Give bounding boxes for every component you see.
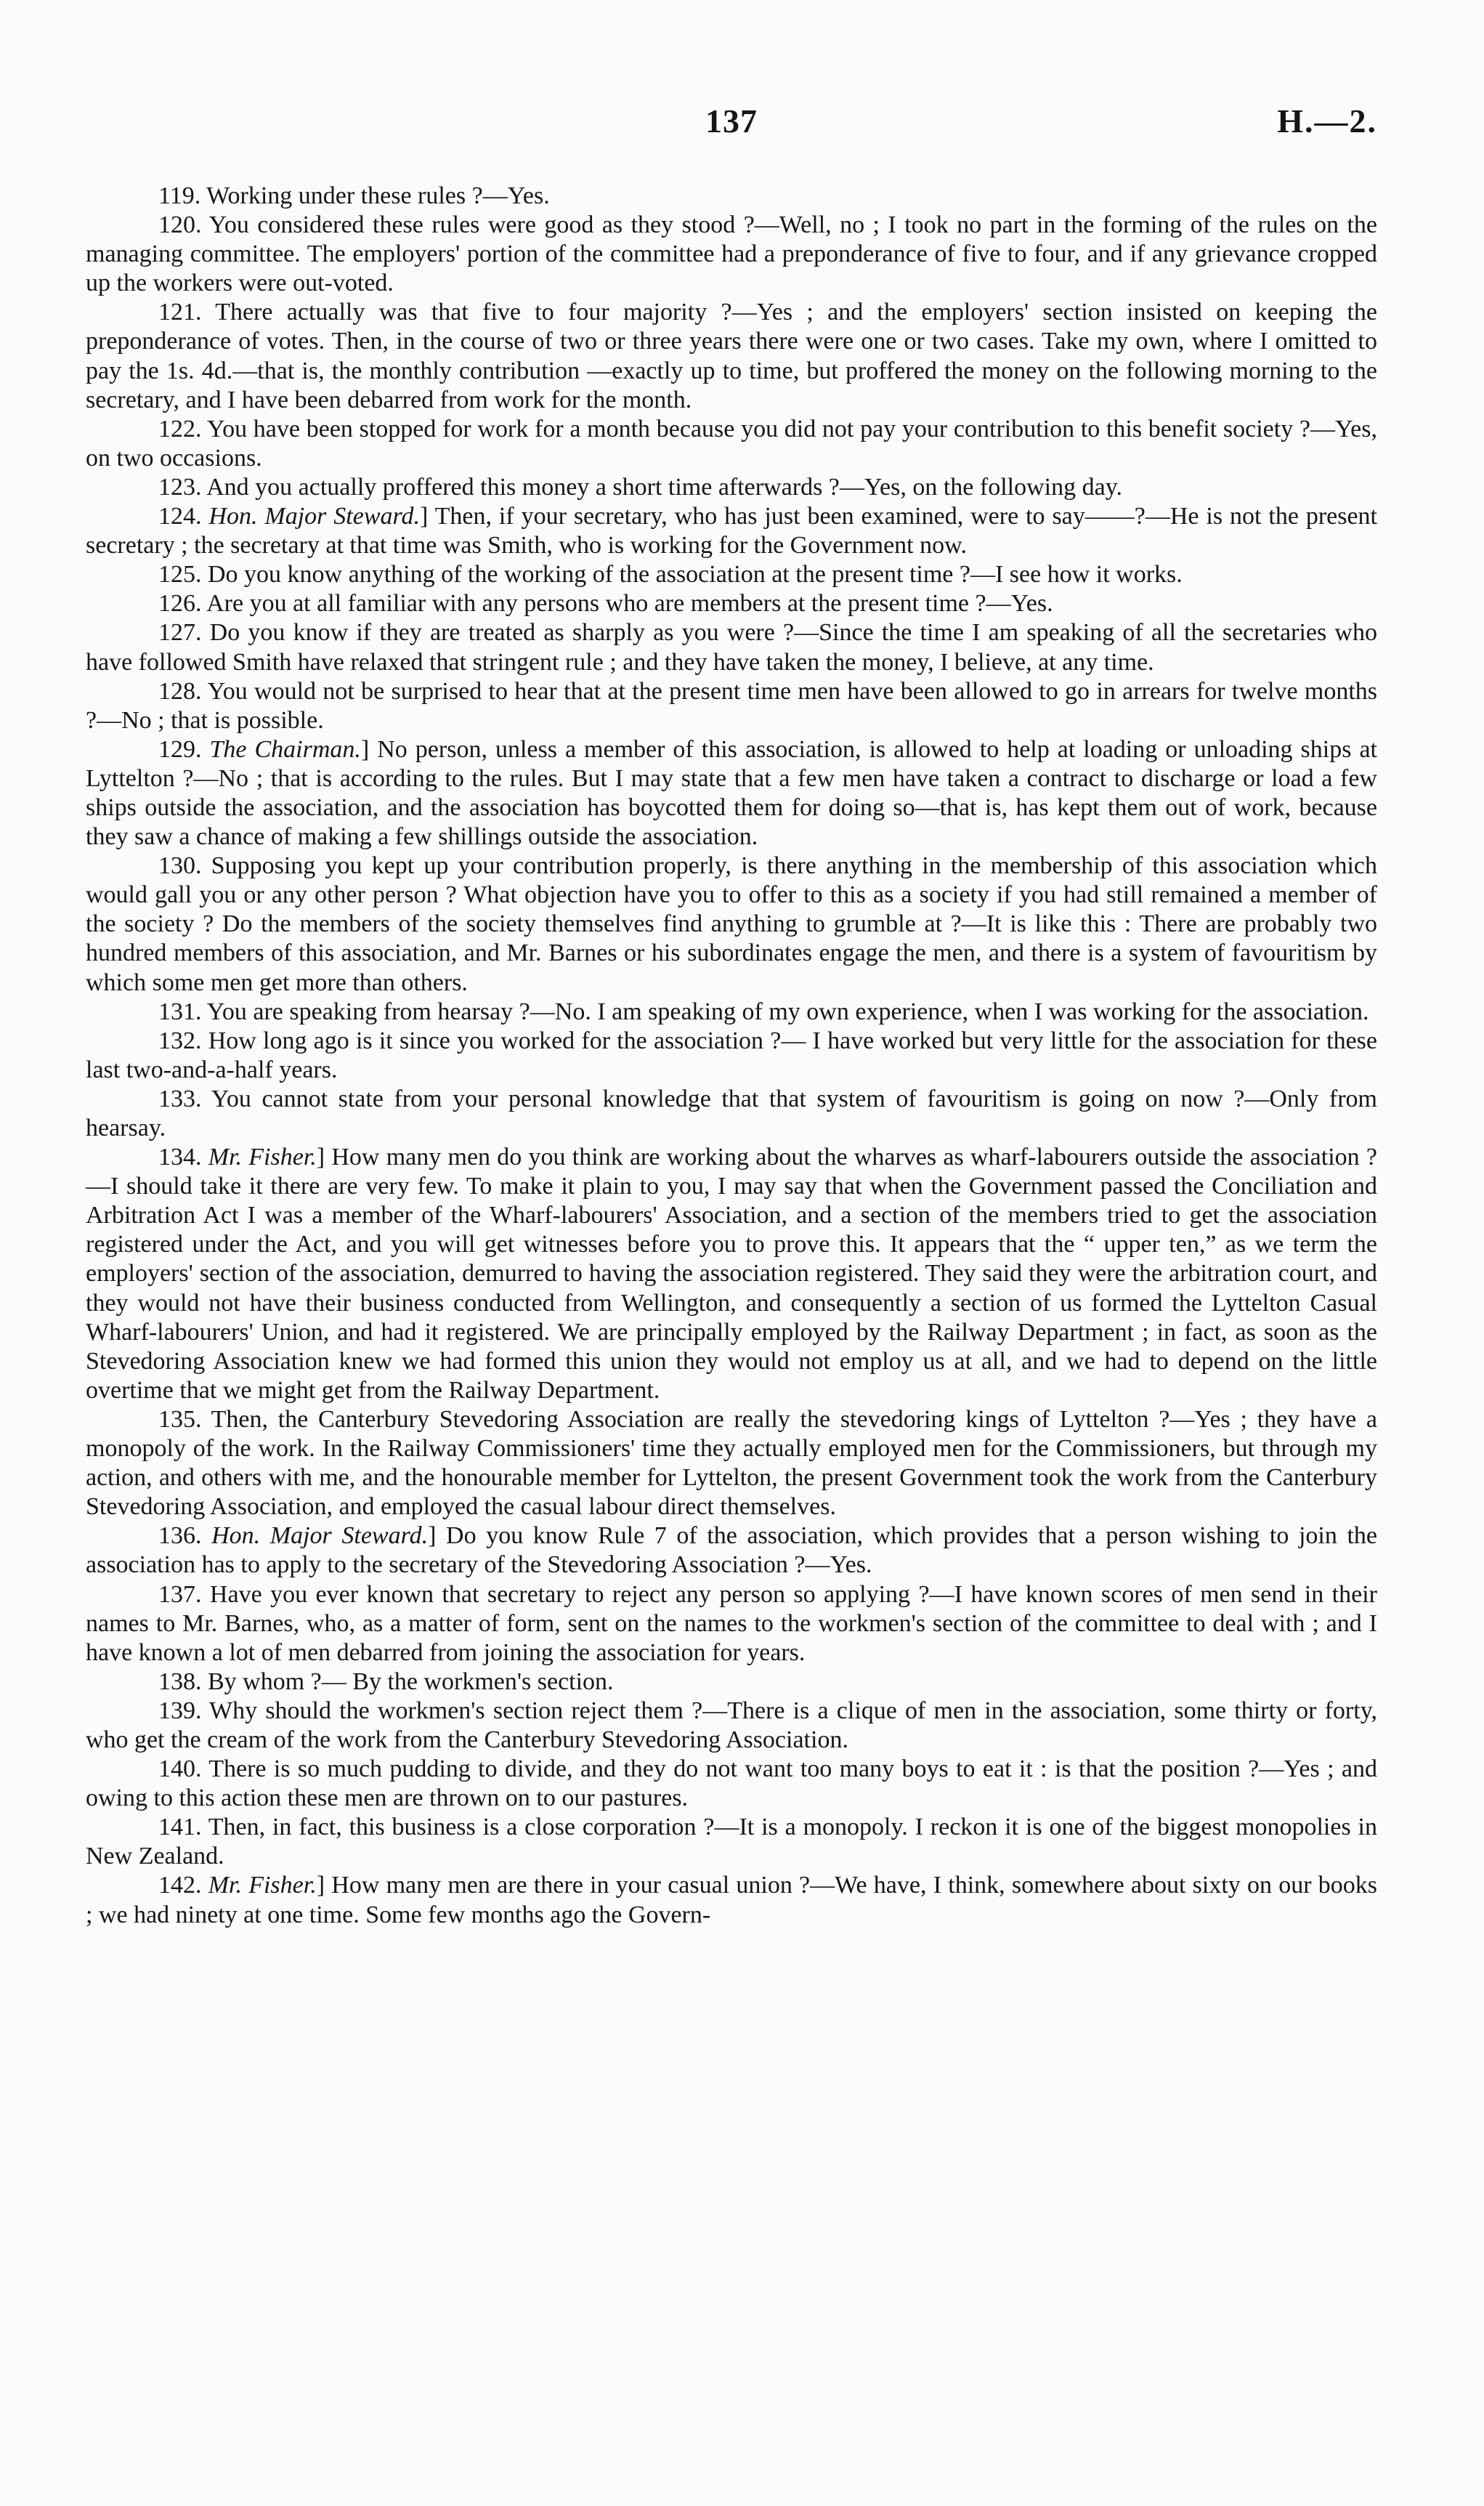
paragraph-134	[86, 1143, 1377, 1405]
paragraph-text: 121. There actually was that five to four majority ?—Yes ; and the employers' section insisted on keeping the preponderance of votes. Then, in the course of two or three years there were one or two cases. Take my own, where I omitted to pay the 1s. 4d.—that is, the monthly contribution —exactly up to time, but proffered the money on the following morning to the secretary, and I have been debarred from work for the month.	[86, 299, 1377, 413]
paragraph-137	[86, 1580, 1377, 1668]
paragraph-128	[86, 677, 1377, 735]
page-header	[86, 102, 1377, 145]
paragraph-124	[86, 502, 1377, 560]
speaker-name: Hon. Major Steward.	[208, 503, 420, 530]
paragraph-text: 135. Then, the Canterbury Stevedoring Association are really the stevedoring kings of Lyttelton ?—Yes ; they have a monopoly of the work. In the Railway Commissioners' time they actually employed men for the Commissioners, but through my action, and others with me, and the honourable member for Lyttelton, the present Government took the work from the Canterbury Stevedoring Association, and employed the casual labour direct themselves.	[86, 1405, 1377, 1521]
paragraph-text: ] No person, unless a member of this association, is allowed to help at loading or unloading ships at Lyttelton ?—No ; that is according to the rules. But I may state that a few men have taken a contract to discharge or load a few ships outside the association, and the association has boycotted them for doing so—that is, has kept them out of work, because they saw a chance of making a few shillings outside the association.	[86, 735, 1377, 851]
speaker-name: Hon. Major Steward.	[211, 1522, 429, 1550]
paragraph-text: 128. You would not be surprised to hear that at the present time men have been allowed to go in arrears for twelve months ?—No ; that is possible.	[86, 677, 1377, 734]
paragraph-125	[86, 560, 1377, 589]
paragraph-text: ] How many men are there in your casual union ?—We have, I think, somewhere about sixty on our books ; we had ninety at one time. Some few months ago the Govern-	[86, 1872, 1377, 1928]
paragraph-138	[86, 1668, 1377, 1697]
paragraph-text: 140. There is so much pudding to divide, and they do not want too many boys to eat it : is that the position ?—Yes ; and owing to this action these men are thrown on to our pastures.	[86, 1755, 1377, 1812]
paragraph-119	[86, 182, 1377, 211]
paragraph-122	[86, 415, 1377, 473]
paragraph-number: 134.	[158, 1144, 208, 1171]
paragraph-129	[86, 735, 1377, 852]
paragraph-text: 127. Do you know if they are treated as sharply as you were ?—Since the time I am speaking of all the secretaries who have followed Smith have relaxed that stringent rule ; and they have taken the money, I believe, at any time.	[86, 619, 1377, 676]
paragraph-text: 119. Working under these rules ?—Yes.	[158, 182, 550, 209]
paragraph-140	[86, 1755, 1377, 1813]
paragraph-133	[86, 1085, 1377, 1143]
paragraph-text: 131. You are speaking from hearsay ?—No. I am speaking of my own experience, when I was working for the association.	[158, 998, 1369, 1025]
paragraph-number: 136.	[158, 1522, 212, 1550]
paragraph-text: ] How many men do you think are working about the wharves as wharf-labourers outside the association ?—I should take it there are very few. To make it plain to you, I may say that when the Government passed the Conciliation and Arbitration Act I was a member of the Wharf-labourers' Association, and a section of the members tried to get the association registered under the Act, and you will get witnesses before you to prove this. It appears that the “ upper ten,” as we term the employers' section of the association, demurred to having the association registered. They said they were the arbitration court, and they would not have their business conducted from Wellington, and consequently a section of us formed the Lyttelton Casual Wharf-labourers' Union, and had it registered. We are principally employed by the Railway Department ; in fact, as soon as the Stevedoring Association knew we had formed this union they would not employ us at all, and we had to depend on the little overtime that we might get from the Railway Department.	[86, 1144, 1377, 1404]
paragraph-120	[86, 211, 1377, 298]
paragraph-text: 120. You considered these rules were good as they stood ?—Well, no ; I took no part in the forming of the rules on the managing committee. The employers' portion of the committee had a preponderance of five to four, and if any grievance cropped up the workers were out-voted.	[86, 211, 1377, 297]
paragraph-139	[86, 1697, 1377, 1755]
paragraph-text: 133. You cannot state from your personal knowledge that that system of favouritism is going on now ?—Only from hearsay.	[86, 1085, 1377, 1141]
paragraph-text: 138. By whom ?— By the workmen's section.	[158, 1668, 614, 1695]
paragraph-136	[86, 1521, 1377, 1580]
document-code: H.—2.	[1277, 102, 1377, 140]
paragraph-text: 126. Are you at all familiar with any persons who are members at the present time ?—Yes.	[158, 590, 1053, 618]
paragraph-121	[86, 298, 1377, 414]
paragraph-text: 139. Why should the workmen's section reject them ?—There is a clique of men in the association, some thirty or forty, who get the cream of the work from the Canterbury Stevedoring Association.	[86, 1697, 1377, 1753]
paragraph-text: ] Do you know Rule 7 of the association, which provides that a person wishing to join the association has to apply to the secretary of the Stevedoring Association ?—Yes.	[86, 1522, 1377, 1579]
paragraph-text: 141. Then, in fact, this business is a close corporation ?—It is a monopoly. I reckon it is one of the biggest monopolies in New Zealand.	[86, 1814, 1377, 1870]
paragraph-number: 129.	[158, 735, 210, 763]
testimony-text	[86, 182, 1377, 1930]
paragraph-text: ] Then, if your secretary, who has just been examined, were to say——?—He is not the present secretary ; the secretary at that time was Smith, who is working for the Government now.	[86, 503, 1378, 559]
paragraph-131	[86, 998, 1377, 1027]
paragraph-text: 132. How long ago is it since you worked for the association ?— I have worked but very little for the association for these last two-and-a-half years.	[86, 1027, 1377, 1083]
paragraph-127	[86, 618, 1377, 676]
paragraph-135	[86, 1405, 1377, 1521]
paragraph-126	[86, 589, 1377, 618]
paragraph-text: 130. Supposing you kept up your contribution properly, is there anything in the membership of this association which would gall you or any other person ? What objection have you to offer to this as a society if you had still remained a member of the society ? Do the members of the society themselves find anything to grumble at ?—It is like this : There are probably two hundred members of this association, and Mr. Barnes or his subordinates engage the men, and there is a system of favouritism by which some men get more than others.	[86, 852, 1377, 996]
paragraph-number: 142.	[158, 1872, 208, 1899]
paragraph-141	[86, 1813, 1377, 1871]
speaker-name: The Chairman.	[209, 735, 361, 763]
paragraph-number: 124.	[158, 503, 209, 530]
paragraph-text: 122. You have been stopped for work for a month because you did not pay your contribution to this benefit society ?—Yes, on two occasions.	[86, 415, 1377, 472]
paragraph-142	[86, 1871, 1377, 1929]
paragraph-132	[86, 1027, 1377, 1085]
paragraph-123	[86, 473, 1377, 502]
paragraph-text: 137. Have you ever known that secretary to reject any person so applying ?—I have known scores of men send in their names to Mr. Barnes, who, as a matter of form, sent on the names to the workmen's section of the committee to deal with ; and I have known a lot of men debarred from joining the association for years.	[86, 1580, 1377, 1666]
paragraph-130	[86, 852, 1377, 997]
paragraph-text: 123. And you actually proffered this money a short time afterwards ?—Yes, on the following day.	[158, 473, 1122, 501]
speaker-name: Mr. Fisher.	[208, 1872, 317, 1899]
page-number: 137	[705, 102, 758, 140]
paragraph-text: 125. Do you know anything of the working of the association at the present time ?—I see how it works.	[158, 561, 1183, 589]
speaker-name: Mr. Fisher.	[208, 1144, 317, 1171]
